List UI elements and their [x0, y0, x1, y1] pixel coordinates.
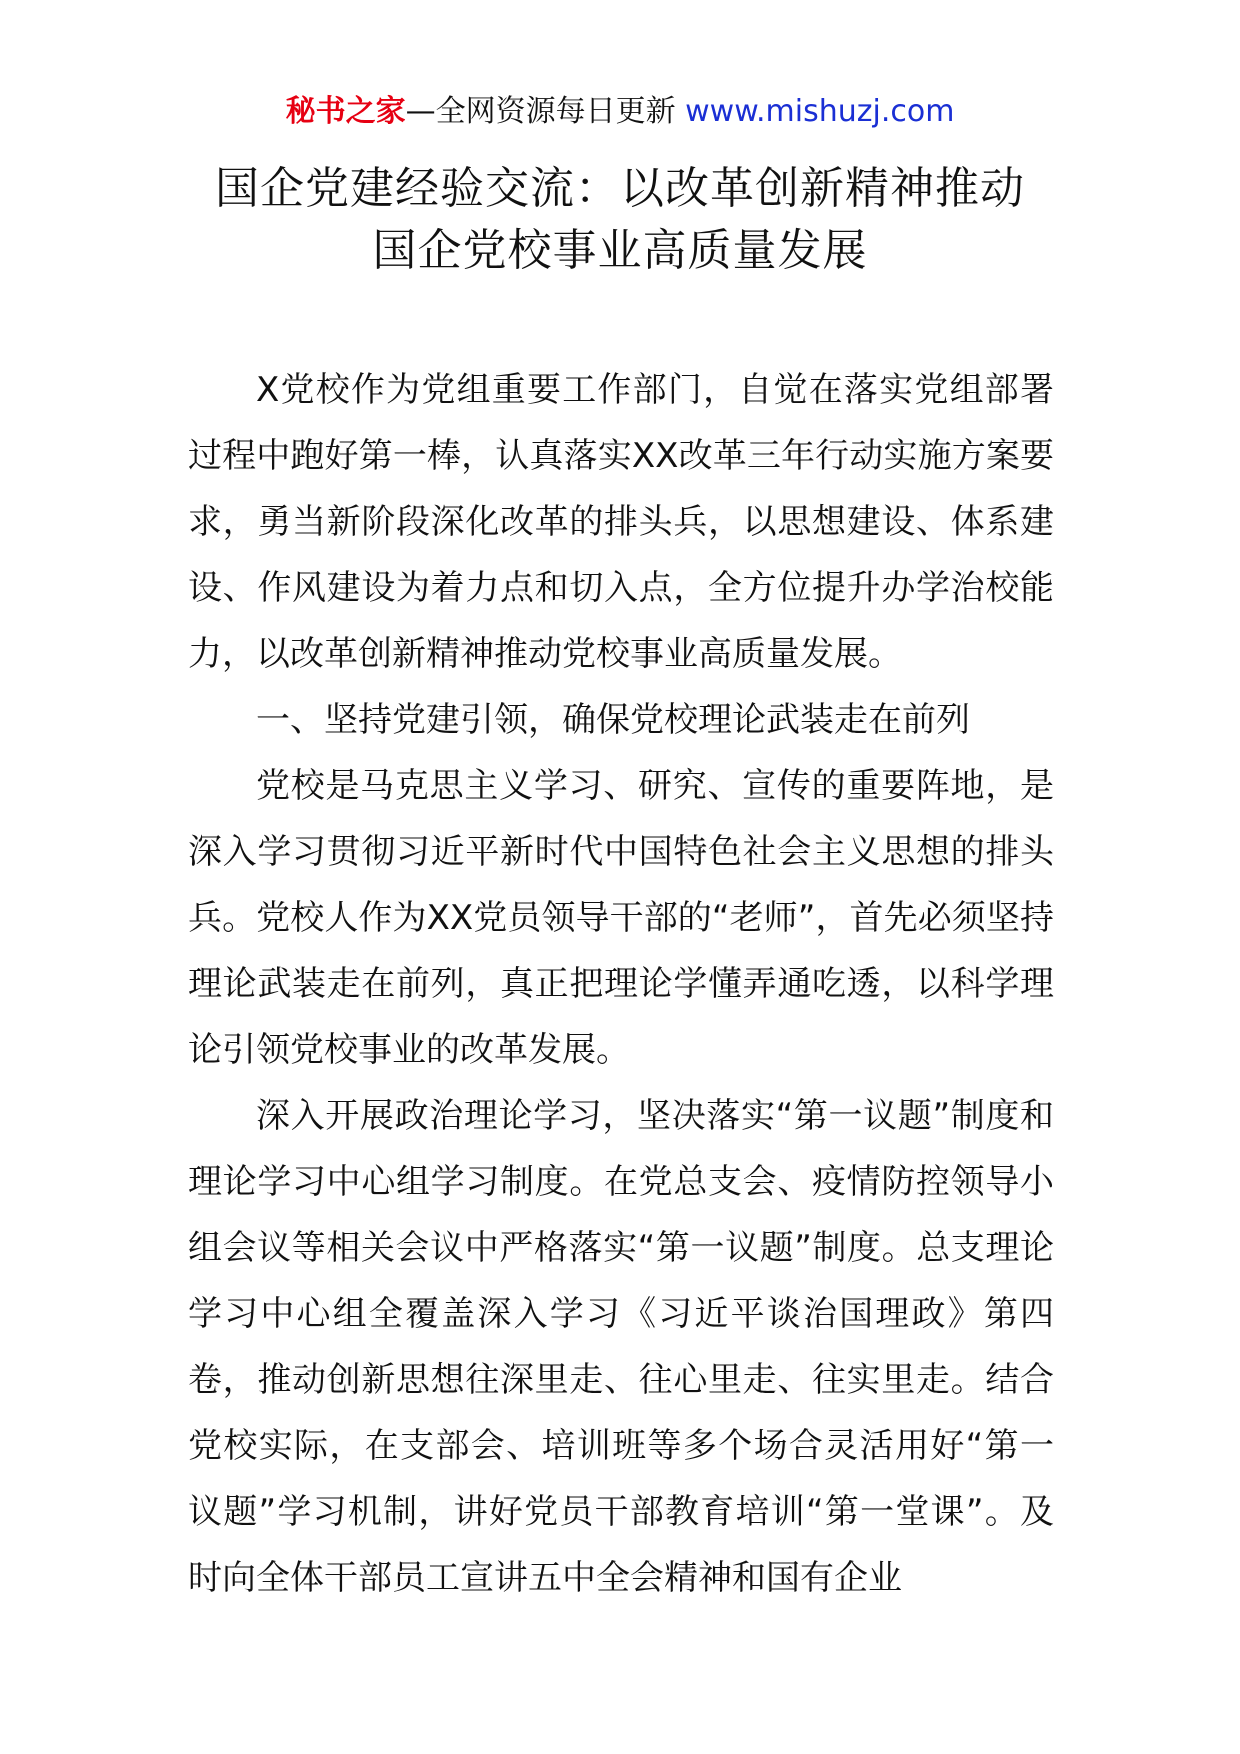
document-title [150, 158, 1090, 282]
site-brand: 秘书之家 [285, 94, 406, 129]
body-paragraph-3: 深入开展政治理论学习，坚决落实“第一议题”制度和理论学习中心组学习制度。在党总支会、疫情防控领导小组会议等相关会议中严格落实“第一议题”制度。总支理论学习中心组全覆盖深入学习《习近平谈治国理政》第四卷，推动创新思想往深里走、往心里走、往实里走。结合党校实际，在支部会、培训班等多个场合灵活用好“第一议题”学习机制，讲好党员干部教育培训“第一堂课”。及时向全体干部员工宣讲五中全会精神和国有企业 [188, 1096, 1054, 1598]
site-banner [0, 92, 1240, 132]
title-line-2: 国企党校事业高质量发展 [372, 225, 868, 276]
section-heading-1: 一、坚持党建引领，确保党校理论武装走在前列 [256, 700, 970, 740]
site-slogan: —全网资源每日更新 [405, 94, 686, 129]
site-url-link[interactable]: www.mishuzj.com [685, 94, 955, 129]
document-body [188, 357, 1054, 1611]
intro-paragraph: X党校作为党组重要工作部门，自觉在落实党组部署过程中跑好第一棒，认真落实XX改革三年行动实施方案要求，勇当新阶段深化改革的排头兵，以思想建设、体系建设、作风建设为着力点和切入点，全方位提升办学治校能力，以改革创新精神推动党校事业高质量发展。 [188, 370, 1054, 674]
title-line-1: 国企党建经验交流：以改革创新精神推动 [215, 163, 1025, 214]
body-paragraph-2: 党校是马克思主义学习、研究、宣传的重要阵地，是深入学习贯彻习近平新时代中国特色社会主义思想的排头兵。党校人作为XX党员领导干部的“老师”，首先必须坚持理论武装走在前列，真正把理论学懂弄通吃透，以科学理论引领党校事业的改革发展。 [188, 766, 1054, 1070]
